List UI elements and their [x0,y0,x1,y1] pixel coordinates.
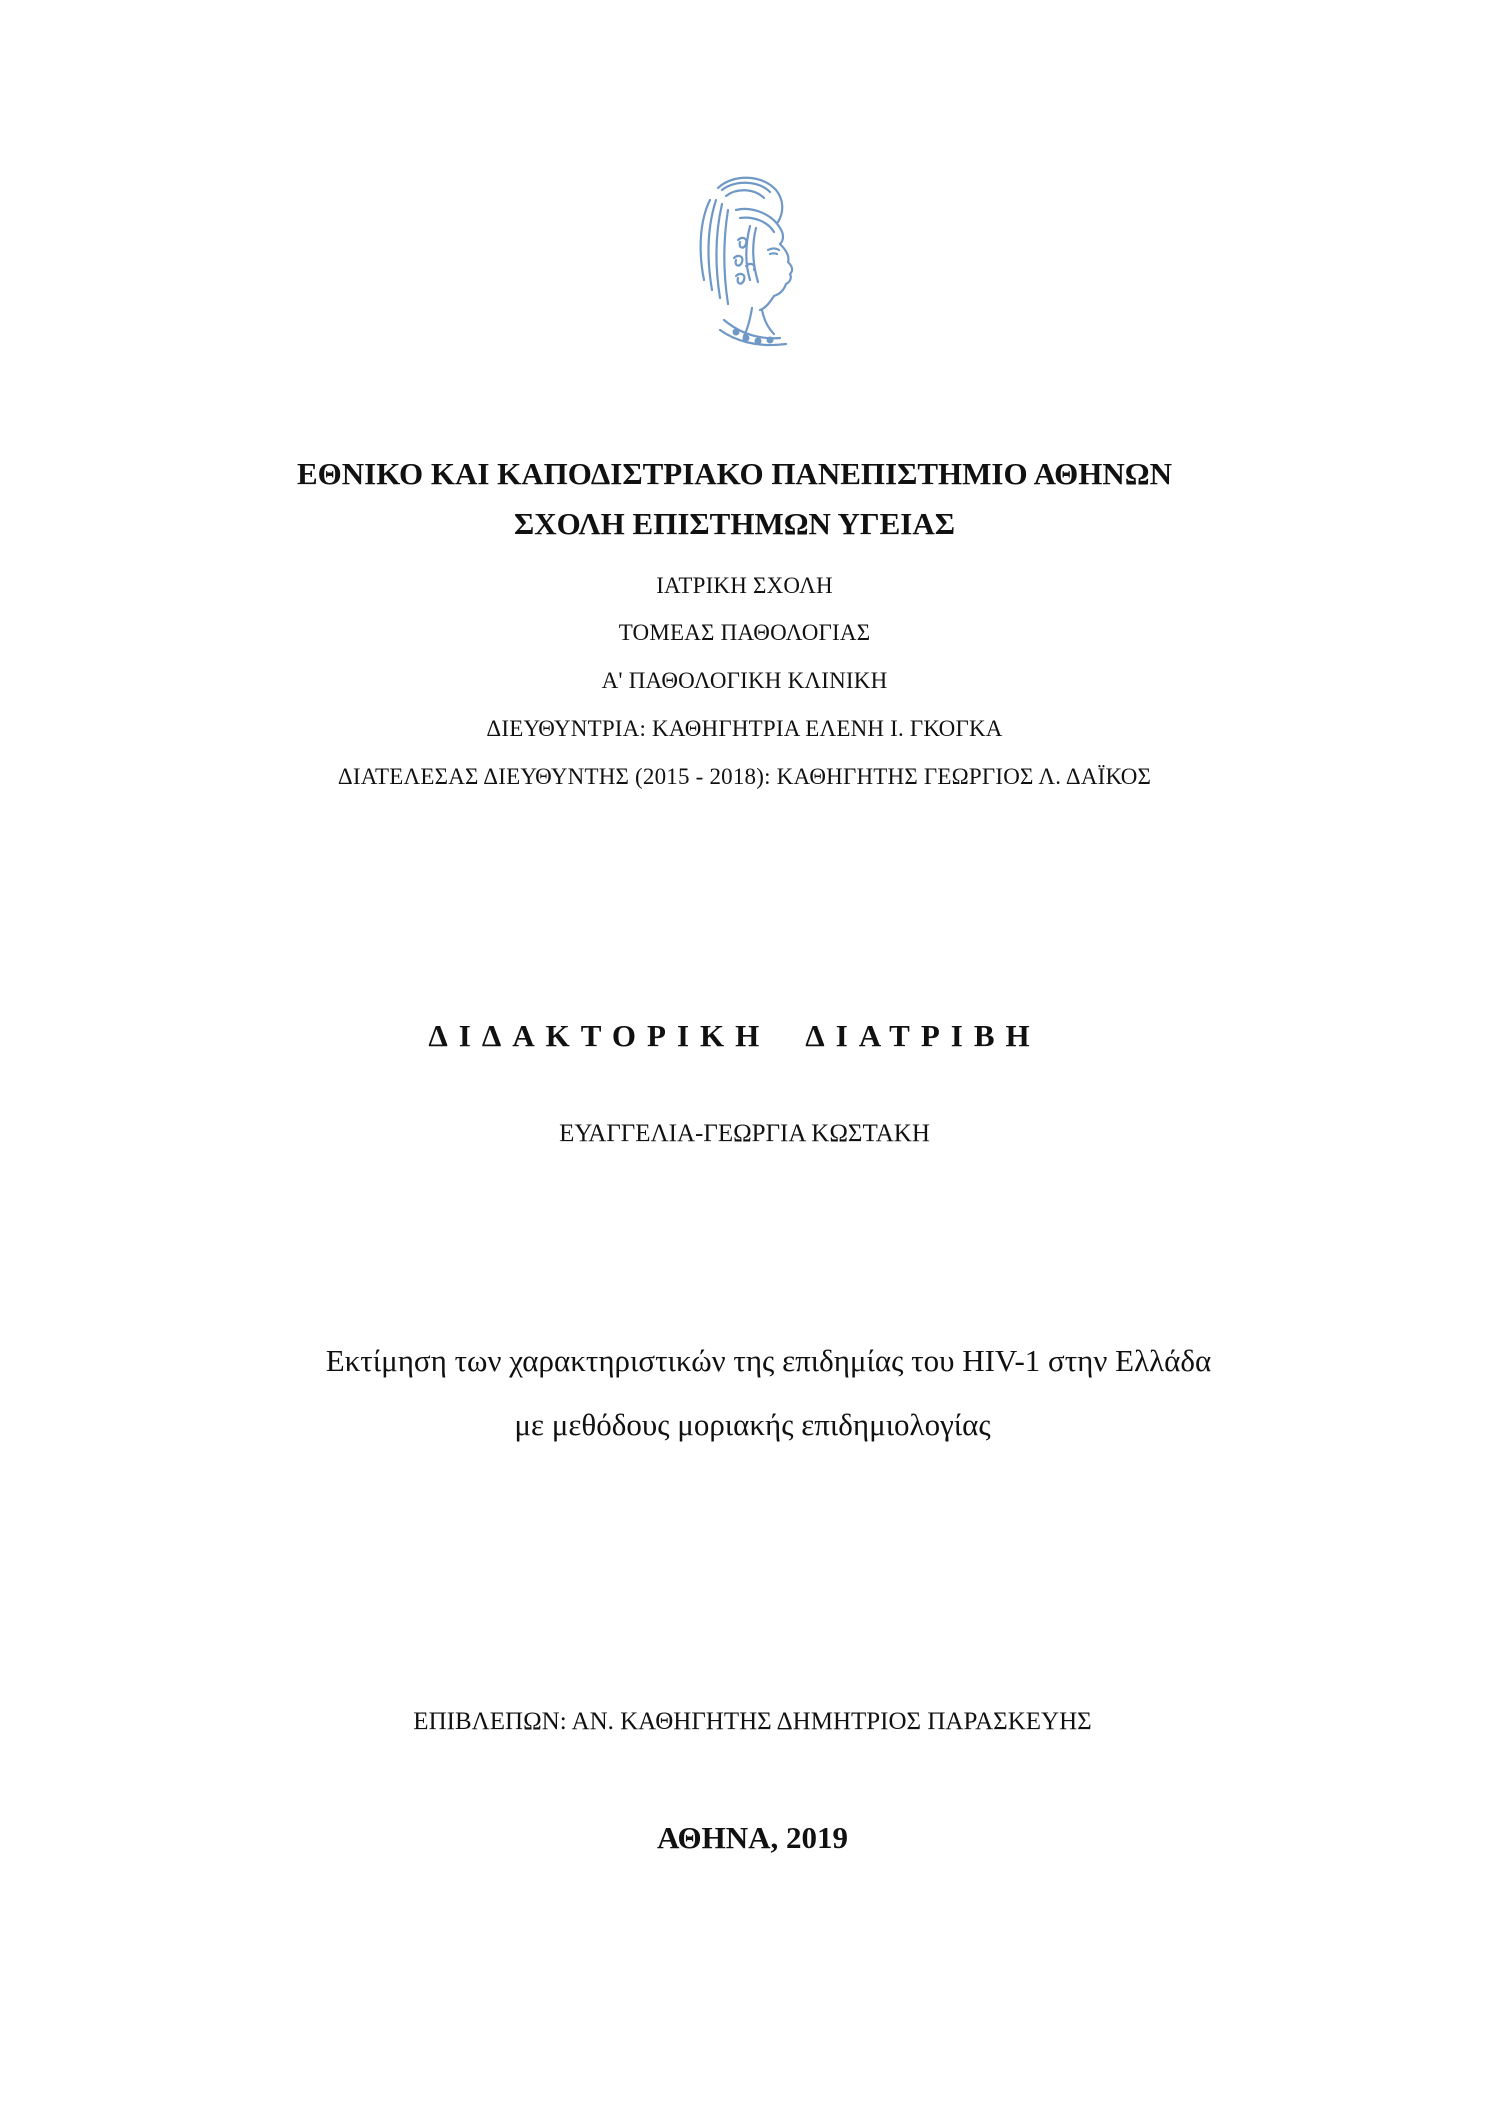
athena-head-emblem-icon [680,170,810,350]
department-line-sector: ΤΟΜΕΑΣ ΠΑΘΟΛΟΓΙΑΣ [618,620,871,645]
school-name: ΣΧΟΛΗ ΕΠΙΣΤΗΜΩΝ ΥΓΕΙΑΣ [513,506,956,541]
department-line-faculty: ΙΑΤΡΙΚΗ ΣΧΟΛΗ [656,573,833,598]
department-line-director: ΔΙΕΥΘΥΝΤΡΙΑ: ΚΑΘΗΓΗΤΡΙΑ ΕΛΕΝΗ Ι. ΓΚΟΓΚΑ [486,716,1003,741]
department-line-clinic: Α' ΠΑΘΟΛΟΓΙΚΗ ΚΛΙΝΙΚΗ [601,668,888,693]
supervisor: ΕΠΙΒΛΕΠΩΝ: ΑΝ. ΚΑΘΗΓΗΤΗΣ ΔΗΜΗΤΡΙΟΣ ΠΑΡΑΣΚΕΥΗΣ [413,1708,1092,1735]
university-name: ΕΘΝΙΚΟ ΚΑΙ ΚΑΠΟΔΙΣΤΡΙΑΚΟ ΠΑΝΕΠΙΣΤΗΜΙΟ ΑΘΗΝΩΝ [296,456,1173,491]
thesis-type: ΔΙΔΑΚΤΟΡΙΚΗ ΔΙΑΤΡΙΒΗ [428,1018,1041,1053]
thesis-title-line-2: με μεθόδους μοριακής επιδημιολογίας [514,1407,991,1442]
place-date: ΑΘΗΝΑ, 2019 [656,1820,849,1855]
author-name: ΕΥΑΓΓΕΛΙΑ-ΓΕΩΡΓΙΑ ΚΩΣΤΑΚΗ [559,1120,930,1147]
department-line-former-director: ΔΙΑΤΕΛΕΣΑΣ ΔΙΕΥΘΥΝΤΗΣ (2015 - 2018): ΚΑΘΗΓΗΤΗΣ ΓΕΩΡΓΙΟΣ Λ. ΔΑΪΚΟΣ [337,764,1152,789]
thesis-title-line-1: Εκτίμηση των χαρακτηριστικών της επιδημίας του HIV-1 στην Ελλάδα [325,1343,1212,1378]
